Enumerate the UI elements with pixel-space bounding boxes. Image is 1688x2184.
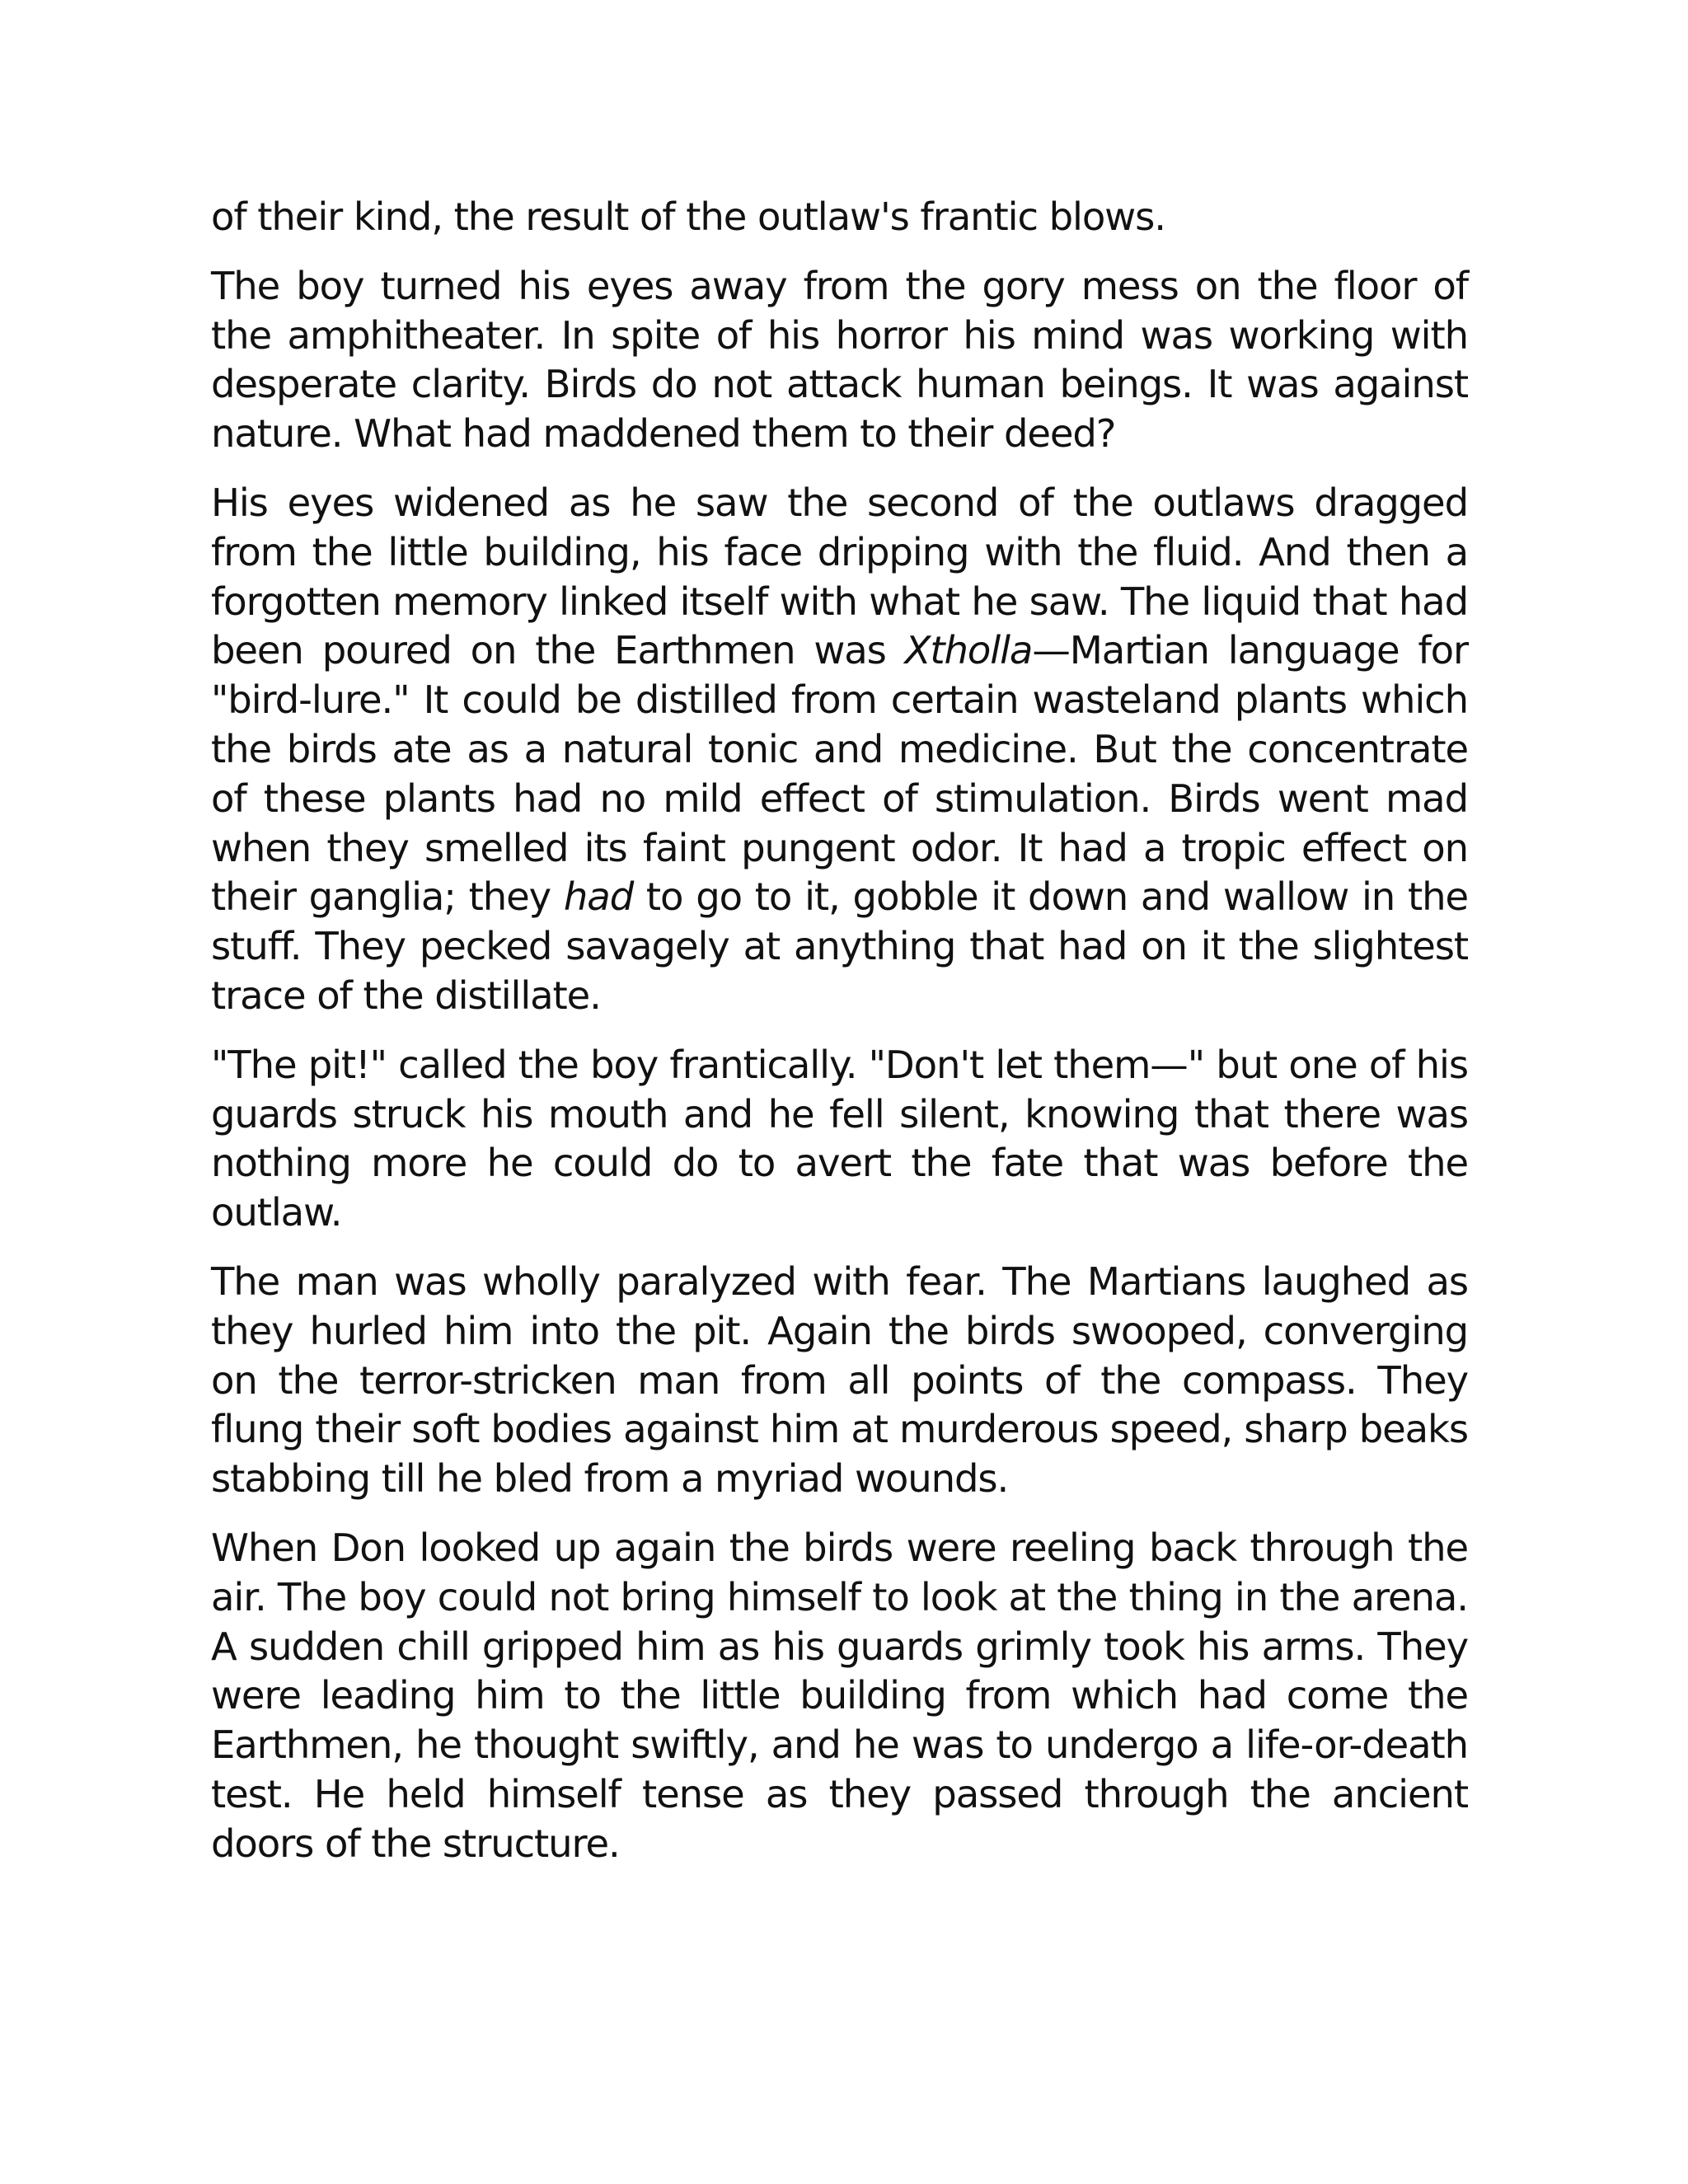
paragraph-text: The boy turned his eyes away from the gory mess on the floor of the amphitheater. In spite of his horror his mind was working with desperate clarity. Birds do not attack human beings. It was against nature. What had maddened them to their deed? (211, 263, 1468, 457)
italic-term-xtholla: Xtholla (904, 628, 1033, 673)
paragraph-text: —Martian language for "bird-lure." It could be distilled from certain wasteland plants which the birds ate as a natural tonic and medicine. But the concentrate of these plants had no mild effect of stimulation. Birds went mad when they smelled its faint pungent odor. It had a tropic effect on their ganglia; they (211, 628, 1468, 920)
paragraph-1 (211, 193, 1468, 242)
paragraph-5 (211, 1258, 1468, 1504)
page-body (211, 193, 1468, 1889)
paragraph-6 (211, 1524, 1468, 1869)
paragraph-text: to go to it, gobble it down and wallow in the stuff. They pecked savagely at anything that had on it the slightest trace of the distillate. (211, 874, 1468, 1018)
paragraph-text: His eyes widened as he saw the second of the outlaws dragged from the little building, his face dripping with the fluid. And then a forgotten memory linked itself with what he saw. The liquid that had been poured on the Earthmen was (211, 480, 1468, 673)
paragraph-3 (211, 479, 1468, 1021)
italic-emphasis-had: had (563, 874, 634, 920)
paragraph-2 (211, 262, 1468, 459)
paragraph-text: of their kind, the result of the outlaw's frantic blows. (211, 194, 1165, 239)
paragraph-text: "The pit!" called the boy frantically. "Don't let them—" but one of his guards struck his mouth and he fell silent, knowing that there was nothing more he could do to avert the fate that was before the outlaw. (211, 1042, 1468, 1235)
paragraph-4 (211, 1041, 1468, 1238)
paragraph-text: The man was wholly paralyzed with fear. The Martians laughed as they hurled him into the pit. Again the birds swooped, converging on the terror-stricken man from all points of the compass. They flung their soft bodies against him at murderous speed, sharp beaks stabbing till he bled from a myriad wounds. (211, 1258, 1468, 1502)
paragraph-text: When Don looked up again the birds were reeling back through the air. The boy could not bring himself to look at the thing in the arena. A sudden chill gripped him as his guards grimly took his arms. They were leading him to the little building from which had come the Earthmen, he thought swiftly, and he was to undergo a life-or-death test. He held himself tense as they passed through the ancient doors of the structure. (211, 1525, 1468, 1866)
